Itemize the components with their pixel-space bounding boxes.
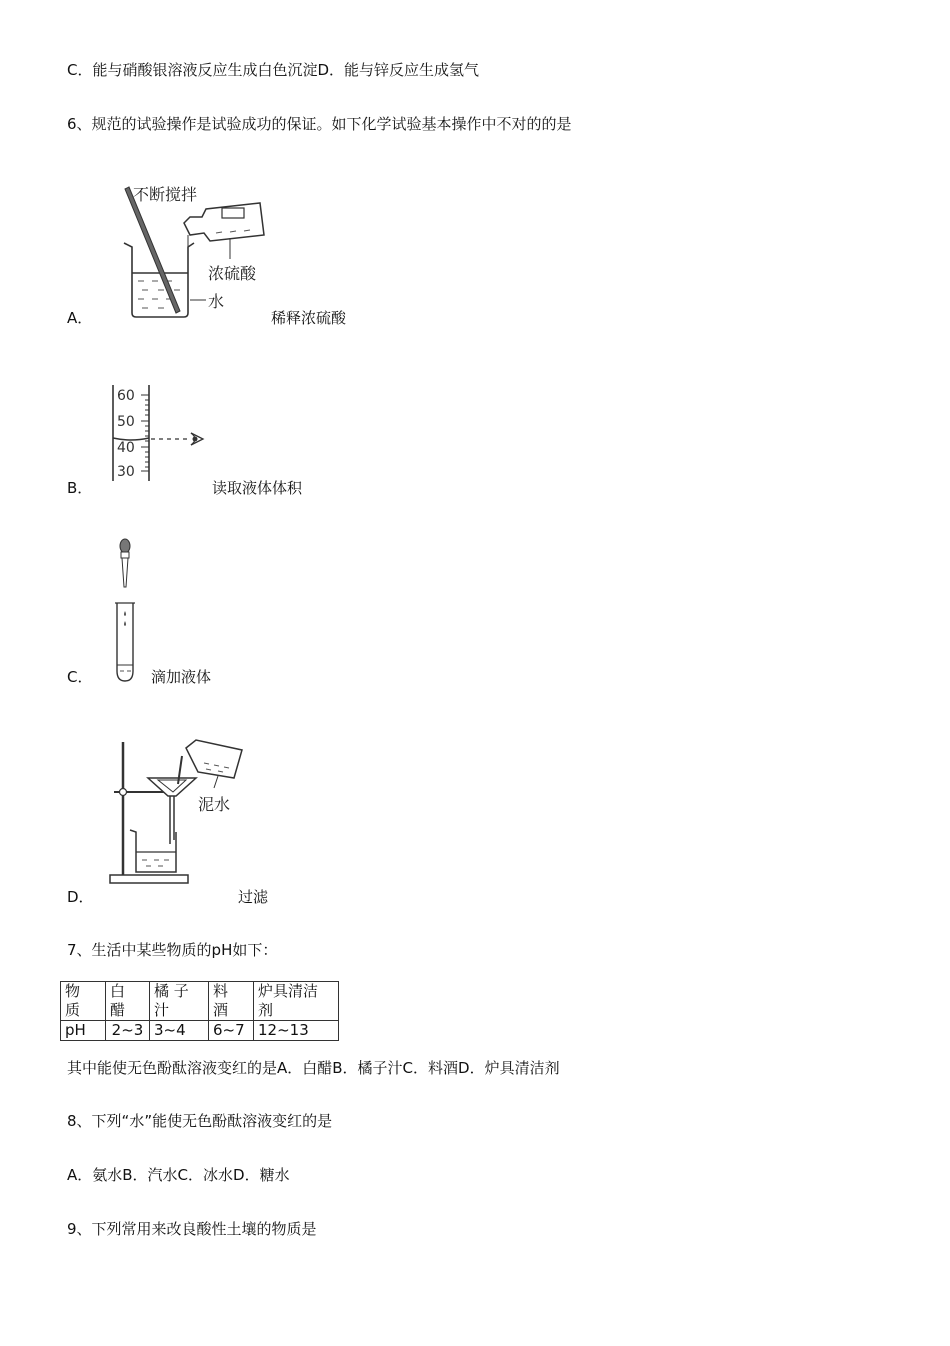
- figure-dilute-acid: [110, 175, 390, 345]
- option-c-letter: C．: [67, 668, 93, 686]
- figure-graduated-cylinder: [105, 381, 215, 485]
- figure-filtration: [106, 736, 256, 886]
- ph-table-header-row: [61, 982, 339, 1021]
- ph-table: [60, 981, 339, 1041]
- label-water: 水: [208, 292, 225, 311]
- ph-value-cell: 12~13: [254, 1021, 339, 1041]
- figure-dropper-test-tube: [106, 535, 146, 685]
- ph-value-cell: 2~3: [106, 1021, 150, 1041]
- q7-options: 其中能使无色酚酞溶液变红的是A．白醋B．橘子汁C．料酒D．炉具清洁剂: [67, 1059, 560, 1077]
- ph-header-cell: 料 酒: [209, 982, 254, 1021]
- option-b-caption: 读取液体体积: [212, 479, 303, 497]
- tick-40: 40: [117, 440, 135, 456]
- option-d-caption: 过滤: [238, 888, 269, 906]
- ph-value-cell: 6~7: [209, 1021, 254, 1041]
- tick-30: 30: [117, 464, 135, 480]
- label-conc-acid: 浓硫酸: [208, 264, 257, 283]
- q5-options-cd: C．能与硝酸银溶液反应生成白色沉淀D．能与锌反应生成氢气: [67, 61, 480, 79]
- ph-row-label: pH: [61, 1021, 106, 1041]
- option-c-caption: 滴加液体: [151, 668, 212, 686]
- ph-header-cell: 炉具清洁 剂: [254, 982, 339, 1021]
- q8-options: A．氨水B．汽水C．冰水D．糖水: [67, 1166, 290, 1184]
- q9-stem: 9、下列常用来改良酸性土壤的物质是: [67, 1220, 317, 1238]
- ph-value-cell: 3~4: [150, 1021, 209, 1041]
- ph-header-cell: 白 醋: [106, 982, 150, 1021]
- option-a-caption: 稀释浓硫酸: [271, 309, 347, 327]
- tick-50: 50: [117, 414, 135, 430]
- option-a-letter: A．: [67, 309, 93, 327]
- ph-table-value-row: [61, 1021, 339, 1041]
- option-d-letter: D．: [67, 888, 94, 906]
- q7-stem: 7、生活中某些物质的pH如下：: [67, 941, 278, 959]
- label-muddy-water: 泥水: [198, 795, 231, 814]
- q6-stem: 6、规范的试验操作是试验成功的保证。如下化学试验基本操作中不对的的是: [67, 115, 572, 133]
- label-stir: 不断搅拌: [133, 185, 198, 204]
- tick-60: 60: [117, 388, 135, 404]
- option-b-letter: B．: [67, 479, 93, 497]
- q8-stem: 8、下列“水”能使无色酚酞溶液变红的是: [67, 1112, 333, 1130]
- ph-header-cell: 物 质: [61, 982, 106, 1021]
- ph-header-cell: 橘 子 汁: [150, 982, 209, 1021]
